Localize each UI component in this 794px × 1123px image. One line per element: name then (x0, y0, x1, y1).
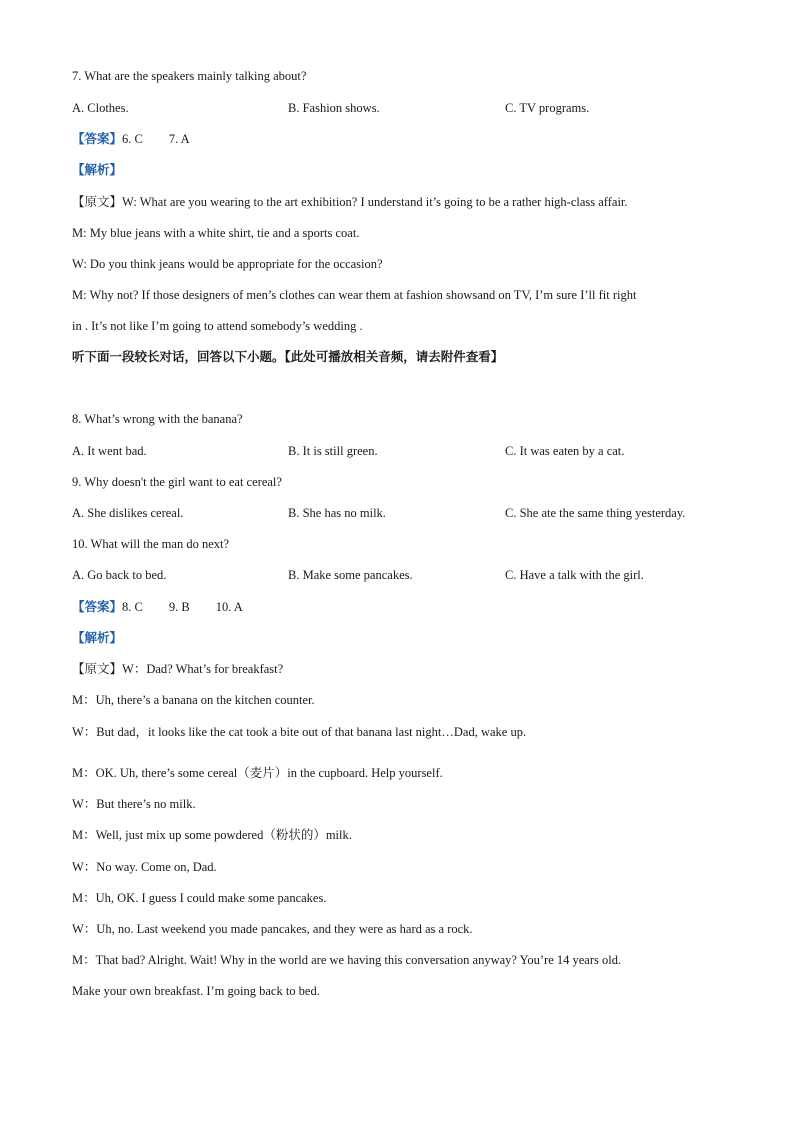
transcript-line: Make your own breakfast. I’m going back to bed. (72, 984, 320, 998)
transcript-line: M：Well, just mix up some powdered（粉状的）milk. (72, 828, 352, 842)
transcript-label: 【原文】 (72, 194, 123, 209)
question-7: 7. What are the speakers mainly talking about? (72, 69, 307, 83)
transcript-line: M：Uh, there’s a banana on the kitchen counter. (72, 693, 315, 707)
q7-option-b: B. Fashion shows. (288, 101, 380, 115)
answer-line-1 (72, 131, 190, 147)
q8-option-a: A. It went bad. (72, 444, 147, 458)
q8-option-b: B. It is still green. (288, 444, 378, 458)
transcript-line: M：Uh, OK. I guess I could make some pancakes. (72, 891, 327, 905)
q7-option-a: A. Clothes. (72, 101, 129, 115)
transcript-line: M：OK. Uh, there’s some cereal（麦片）in the cupboard. Help yourself. (72, 766, 443, 780)
question-8: 8. What’s wrong with the banana? (72, 412, 243, 426)
q9-option-c: C. She ate the same thing yesterday. (505, 506, 686, 520)
answer-value: 7. A (168, 132, 190, 146)
answer-value: 9. B (168, 600, 190, 614)
analysis-label: 【解析】 (72, 630, 123, 645)
transcript-line: W：No way. Come on, Dad. (72, 860, 217, 874)
question-10: 10. What will the man do next? (72, 537, 230, 551)
question-9: 9. Why doesn't the girl want to eat cereal? (72, 475, 282, 489)
transcript-line: W: Do you think jeans would be appropriate for the occasion? (72, 257, 383, 271)
q7-option-c: C. TV programs. (505, 101, 590, 115)
analysis-label: 【解析】 (72, 162, 123, 177)
transcript-line: W：But dad，it looks like the cat took a bite out of that banana last night…Dad, wake up. (72, 725, 527, 739)
transcript-line: M: My blue jeans with a white shirt, tie and a sports coat. (72, 226, 360, 240)
transcript-line: 【原文】W：Dad? What’s for breakfast? (72, 661, 284, 676)
q10-option-b: B. Make some pancakes. (288, 568, 413, 582)
q10-option-c: C. Have a talk with the girl. (505, 568, 644, 582)
answer-line-2 (72, 599, 243, 615)
answer-value: 10. A (215, 600, 243, 614)
transcript-line: M: Why not? If those designers of men’s clothes can wear them at fashion showsand on TV, I’m sure I’ll fit right (72, 288, 637, 302)
answer-label: 【答案】 (72, 131, 123, 146)
transcript-label: 【原文】 (72, 661, 123, 676)
transcript-line: 【原文】W: What are you wearing to the art exhibition? I understand it’s going to be a rather high-class affair. (72, 194, 628, 209)
answer-value: 6. C (122, 132, 143, 146)
answer-label: 【答案】 (72, 599, 123, 614)
q9-option-b: B. She has no milk. (288, 506, 386, 520)
transcript-line: W：Uh, no. Last weekend you made pancakes, and they were as hard as a rock. (72, 922, 473, 936)
q9-option-a: A. She dislikes cereal. (72, 506, 184, 520)
transcript-line: M：That bad? Alright. Wait! Why in the world are we having this conversation anyway? You’re 14 years old. (72, 953, 622, 967)
listening-instruction: 听下面一段较长对话，回答以下小题。【此处可播放相关音频，请去附件查看】 (72, 349, 504, 364)
transcript-line: in . It’s not like I’m going to attend somebody’s wedding . (72, 319, 363, 333)
answer-value: 8. C (122, 600, 143, 614)
q10-option-a: A. Go back to bed. (72, 568, 167, 582)
transcript-line: W：But there’s no milk. (72, 797, 196, 811)
q8-option-c: C. It was eaten by a cat. (505, 444, 625, 458)
